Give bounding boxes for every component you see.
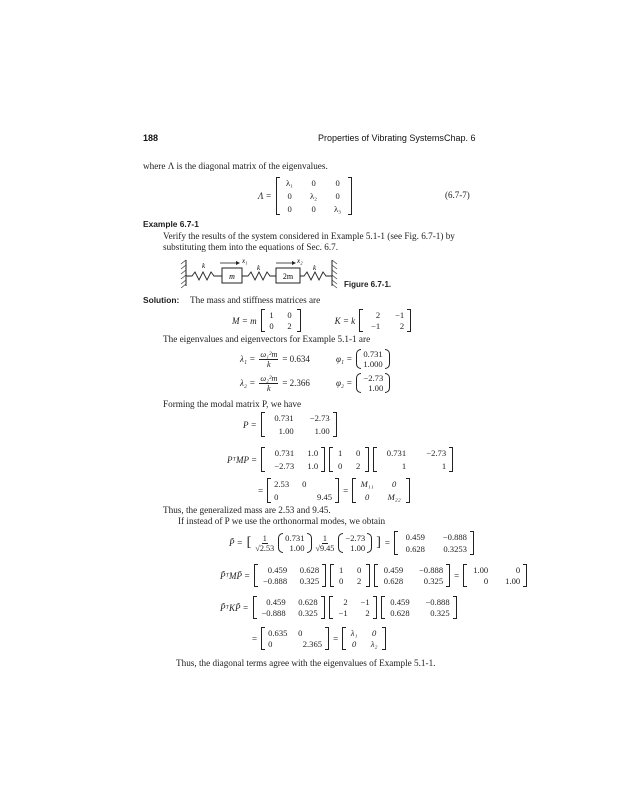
matrix-cell: 1.0 [307, 448, 319, 458]
matrix-cell: 0 [287, 204, 292, 214]
modal-matrix-lhs: P = [243, 419, 257, 430]
equals-sign: = [333, 633, 339, 644]
equation-lhs: Λ = [258, 191, 272, 201]
spring-mass-figure [180, 256, 340, 290]
matrix-cell: 0.459 [267, 565, 288, 575]
matrix-cell: 1 [441, 461, 447, 471]
page-number: 188 [143, 133, 159, 143]
matrix-cell: 0.325 [423, 576, 444, 586]
matrix-cell: 2 [399, 321, 405, 331]
matrix-cell: −1 [338, 608, 348, 618]
spring-2 [242, 272, 276, 280]
p-tilde-matrix [381, 596, 457, 619]
equals-sign: = [343, 485, 349, 496]
phi-1-lhs: φ₁ = [335, 354, 353, 364]
mass-matrix-lhs: M = m [232, 315, 257, 326]
vector-cell: 0.731 [285, 533, 305, 543]
identity-matrix [463, 564, 527, 587]
orthonormal-modes-equation: P̃ = [ $\frac{1}{√2.53}$ 0.731 1.00 $\frac{1}{√9.45}$ −2.73 1.00 ] = 0.459 −0.888 0.628 0.3253 [229, 531, 474, 555]
pt-matrix [261, 447, 325, 472]
chapter-label: Chap. 6 [444, 133, 476, 143]
matrix-cell: 1.00 [505, 576, 521, 586]
vector-cell: −2.73 [345, 533, 366, 543]
matrix-cell: 2 [355, 461, 361, 471]
spring-3 [300, 272, 332, 280]
mass-matrix [261, 309, 301, 332]
matrix-cell: 0 [274, 492, 279, 502]
mass-stiffness-matrices [232, 309, 411, 332]
generalized-mass-symbolic [352, 478, 410, 503]
matrix-cell: 0 [335, 178, 340, 188]
matrix-cell: 0 [392, 479, 397, 489]
vector-cell: 1.00 [289, 543, 305, 553]
mass-2-label: 2m [282, 272, 294, 281]
matrix-cell: 1.00 [473, 565, 489, 575]
equals-sign: = [454, 570, 460, 581]
matrix-cell: −1 [371, 321, 381, 331]
vector-cell: 0.731 [363, 349, 383, 359]
matrix-cell: 0 [335, 191, 340, 201]
eigen-2 [240, 373, 390, 393]
phi-2-lhs: φ₂ = [335, 378, 353, 388]
matrix-cell: M₁₁ [360, 479, 374, 489]
spring-2-label: k [257, 264, 261, 272]
matrix-cell: 0 [337, 461, 343, 471]
vector-cell: 1.00 [350, 543, 366, 553]
mode-1-vector [278, 533, 311, 553]
ptmp-tilde-lhs: P̃ᵀMP̃ = [220, 570, 251, 581]
example-text: Verify the results of the system considered in Example 5.1-1 (see Fig. 6.7-1) by substituting them into the equations of Sec. 6.7. [163, 231, 455, 252]
matrix-cell: 0 [298, 628, 303, 638]
spring-1 [186, 272, 222, 280]
matrix-cell: 0.628 [390, 608, 410, 618]
matrix-cell: 0.325 [298, 608, 318, 618]
lambda-diagonal-matrix [342, 627, 386, 650]
figure-caption: Figure 6.7-1. [344, 280, 392, 289]
modal-matrix-equation [243, 412, 337, 437]
matrix-cell: λ₃ [334, 204, 342, 214]
matrix-cell: 0.635 [268, 628, 288, 638]
phi-2-vector [356, 373, 390, 393]
matrix-cell: 0.459 [390, 597, 410, 607]
matrix-cell: 0.628 [383, 576, 404, 586]
matrix-cell: 1 [338, 565, 344, 575]
p-tilde-matrix [374, 564, 450, 587]
matrix-cell: −1 [395, 310, 405, 320]
matrix-cell: 0 [372, 628, 377, 638]
fraction-numerator: ω₁²m [260, 349, 278, 359]
ptmp-equation [227, 447, 453, 472]
stiffness-matrix-lhs: K = k [334, 315, 356, 326]
x2-label: x₂ [297, 257, 303, 265]
p-tilde-transpose [253, 596, 325, 619]
matrix-cell: 0 [269, 321, 274, 331]
fraction-numerator: 1 [262, 533, 267, 543]
example-title: Example 6.7-1 [143, 219, 199, 229]
matrix-cell: 1.0 [307, 461, 319, 471]
lambda-1-lhs: λ₁ = [240, 354, 256, 364]
matrix-cell: 0.628 [405, 544, 425, 554]
matrix-cell: 0.731 [274, 448, 295, 458]
fraction-denominator: √2.53 [255, 543, 275, 553]
matrix-cell: 0 [356, 565, 362, 575]
matrix-cell: 0.628 [298, 597, 318, 607]
matrix-cell: 0 [515, 565, 521, 575]
matrix-cell: 0.459 [266, 597, 286, 607]
p-matrix [373, 447, 453, 472]
solution-text-1: The mass and stiffness matrices are [190, 295, 321, 305]
x1-label: x₁ [242, 257, 248, 265]
matrix-cell: 0.459 [405, 532, 425, 542]
matrix-cell: M₂₂ [387, 492, 401, 502]
matrix-cell: 0 [365, 492, 370, 502]
solution-label: Solution: [143, 295, 180, 305]
mass-1-label: m [229, 272, 235, 281]
lambda-2-fraction [259, 374, 278, 393]
matrix-cell: 0 [287, 191, 292, 201]
conclusion-text: Thus, the diagonal terms agree with the eigenvalues of Example 5.1-1. [176, 658, 436, 668]
matrix-cell: −2.73 [274, 461, 295, 471]
matrix-cell: λ₂ [370, 639, 378, 649]
matrix-cell: 0 [483, 576, 489, 586]
generalized-mass-matrix [267, 478, 339, 503]
ptmp-lhs: PᵀMP = [227, 454, 258, 465]
running-title: Properties of Vibrating Systems [318, 133, 444, 143]
mode-2-vector [338, 533, 372, 553]
matrix-cell: 0.459 [383, 565, 404, 575]
p-tilde-lhs: P̃ = [229, 538, 243, 548]
intro-text: where Λ is the diagonal matrix of the eigenvalues. [143, 161, 328, 171]
lambda-1-fraction [259, 350, 278, 369]
matrix-cell: 0 [311, 178, 316, 188]
matrix-cell: 0.3253 [443, 544, 467, 554]
matrix-cell: 0 [338, 576, 344, 586]
matrix-cell: 2 [287, 321, 292, 331]
matrix-cell: 1 [269, 310, 274, 320]
matrix-cell: −0.888 [425, 597, 450, 607]
lambda-matrix [276, 177, 352, 215]
vector-cell: −2.73 [363, 373, 384, 383]
equals-sign: = [252, 633, 258, 644]
generalized-mass-equation [258, 478, 410, 503]
m-matrix [329, 447, 369, 472]
matrix-cell: 0 [355, 448, 361, 458]
fraction-numerator: 1 [322, 533, 327, 543]
fraction-denominator: k [267, 359, 271, 369]
orthonormal-stiffness-equation [220, 596, 457, 619]
fraction-denominator: √9.45 [315, 543, 335, 553]
matrix-cell: 0 [311, 204, 316, 214]
equation-lambda [258, 177, 352, 215]
k-matrix [329, 596, 377, 619]
matrix-cell: 2.53 [274, 479, 290, 489]
eigenvalue-diagonal-equation [252, 627, 386, 650]
normalization-factor-1 [255, 534, 274, 553]
matrix-cell: −1 [360, 597, 370, 607]
spring-1-label: k [202, 262, 206, 270]
matrix-cell: 0.628 [299, 565, 320, 575]
p-tilde-matrix [394, 531, 474, 555]
fraction-numerator: ω₂²m [260, 373, 278, 383]
normalization-factor-2 [316, 534, 335, 553]
matrix-cell: λ₁ [350, 628, 358, 638]
m-matrix [330, 564, 370, 587]
matrix-cell: 2 [343, 597, 348, 607]
matrix-cell: 0 [287, 310, 292, 320]
modal-matrix [261, 412, 337, 437]
lambda-2-value: = 2.366 [282, 378, 310, 388]
matrix-cell: 9.45 [317, 492, 333, 502]
matrix-cell: λ₂ [310, 191, 318, 201]
matrix-cell: −0.888 [418, 565, 444, 575]
equation-number: (6.7-7) [445, 190, 470, 200]
lambda-2-lhs: λ₂ = [240, 378, 256, 388]
orthonormal-mass-equation [220, 564, 527, 587]
matrix-cell: −2.73 [426, 448, 447, 458]
solution-text-2: The eigenvalues and eigenvectors for Example 5.1-1 are [163, 334, 371, 344]
matrix-cell: −0.888 [442, 532, 467, 542]
matrix-cell: 0 [268, 639, 273, 649]
eigen-1 [240, 349, 390, 369]
matrix-cell: 1 [401, 461, 407, 471]
matrix-cell: 0.731 [386, 448, 407, 458]
matrix-cell: 2.365 [302, 639, 323, 649]
fraction-denominator: k [267, 383, 271, 393]
matrix-cell: 1 [337, 448, 343, 458]
matrix-cell: 0.325 [430, 608, 450, 618]
matrix-cell: 2 [375, 310, 381, 320]
solution-text-5: If instead of P we use the orthonormal modes, we obtain [178, 516, 386, 526]
stiffness-matrix [359, 309, 411, 332]
lambda-1-value: = 0.634 [282, 354, 310, 364]
matrix-cell: 0.731 [274, 413, 294, 423]
matrix-cell: −2.73 [309, 413, 330, 423]
matrix-cell: 0.325 [299, 576, 320, 586]
diagonal-result-matrix [261, 627, 329, 650]
solution-text-3: Forming the modal matrix P, we have [163, 399, 302, 409]
ptkp-tilde-lhs: P̃ᵀKP̃ = [220, 602, 249, 613]
phi-1-vector [356, 349, 389, 369]
matrix-cell: 2 [365, 608, 370, 618]
equals-sign: = [258, 485, 264, 496]
matrix-cell: 2 [356, 576, 362, 586]
matrix-cell: λ₁ [286, 178, 294, 188]
vector-cell: 1.000 [363, 359, 383, 369]
matrix-cell: 0 [302, 479, 307, 489]
equals-sign: = [384, 538, 390, 548]
matrix-cell: −0.888 [261, 608, 286, 618]
matrix-cell: 1.00 [314, 426, 330, 436]
p-tilde-transpose [254, 564, 326, 587]
vector-cell: 1.00 [368, 383, 384, 393]
spring-3-label: k [313, 264, 317, 272]
solution-text-4: Thus, the generalized mass are 2.53 and 9.45. [163, 505, 331, 515]
matrix-cell: −0.888 [262, 576, 288, 586]
matrix-cell: 1.00 [278, 426, 294, 436]
matrix-cell: 0 [352, 639, 357, 649]
